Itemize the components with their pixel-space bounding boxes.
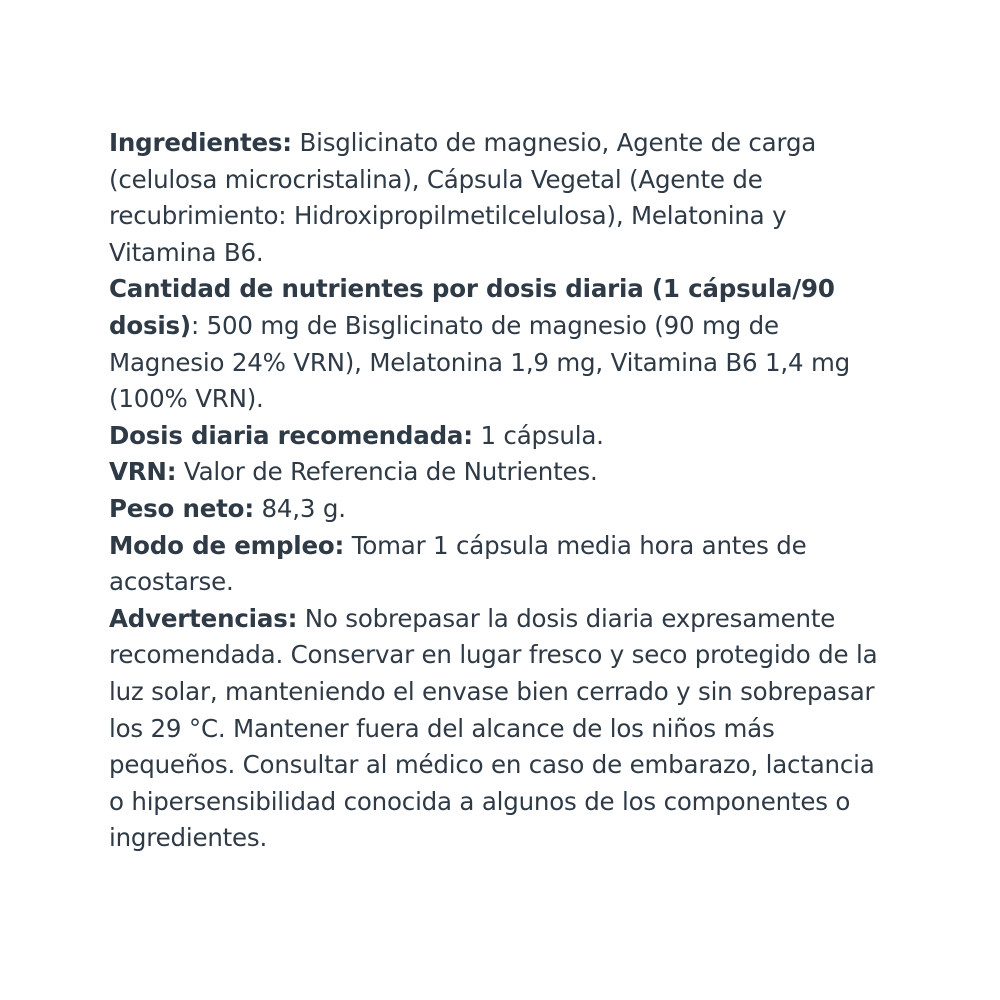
usage-text: Tomar 1 cápsula media hora antes de acostarse. <box>109 530 807 597</box>
nutrients-label: Cantidad de nutrientes por dosis diaria (1 cápsula/90 dosis) <box>109 274 835 340</box>
net-weight-text: 84,3 g. <box>253 493 346 523</box>
net-weight-label: Peso neto: <box>109 493 254 523</box>
usage-paragraph <box>109 528 889 601</box>
daily-dose-text: 1 cápsula. <box>472 420 604 450</box>
nutrients-paragraph <box>109 271 889 417</box>
ingredients-paragraph <box>109 125 889 271</box>
net-weight-paragraph <box>109 491 889 528</box>
usage-label: Modo de empleo: <box>109 530 345 560</box>
vrn-paragraph <box>109 454 889 491</box>
daily-dose-paragraph <box>109 418 889 455</box>
ingredients-text: Bisglicinato de magnesio, Agente de carga (celulosa microcristalina), Cápsula Vegetal (Agente de recubrimiento: Hidroxipropilmetilcelulosa), Melatonina y Vitamina B6. <box>109 128 817 267</box>
warnings-paragraph <box>109 601 889 857</box>
product-info-text <box>109 125 889 857</box>
vrn-label: VRN: <box>109 457 177 487</box>
ingredients-label: Ingredientes: <box>109 128 292 157</box>
warnings-label: Advertencias: <box>109 603 298 633</box>
daily-dose-label: Dosis diaria recomendada: <box>109 420 473 450</box>
warnings-text: No sobrepasar la dosis diaria expresamente recomendada. Conservar en lugar fresco y seco protegido de la luz solar, manteniendo el envase bien cerrado y sin sobrepasar los 29 °C. Mantener fuera del alcance de los niños más pequeños. Consultar al médico en caso de embarazo, lactancia o hipersensibilidad conocida a algunos de los componentes o ingredientes. <box>109 603 878 853</box>
vrn-text: Valor de Referencia de Nutrientes. <box>176 457 598 487</box>
nutrients-text: : 500 mg de Bisglicinato de magnesio (90 mg de Magnesio 24% VRN), Melatonina 1,9 mg, Vitamina B6 1,4 mg (100% VRN). <box>109 310 850 414</box>
